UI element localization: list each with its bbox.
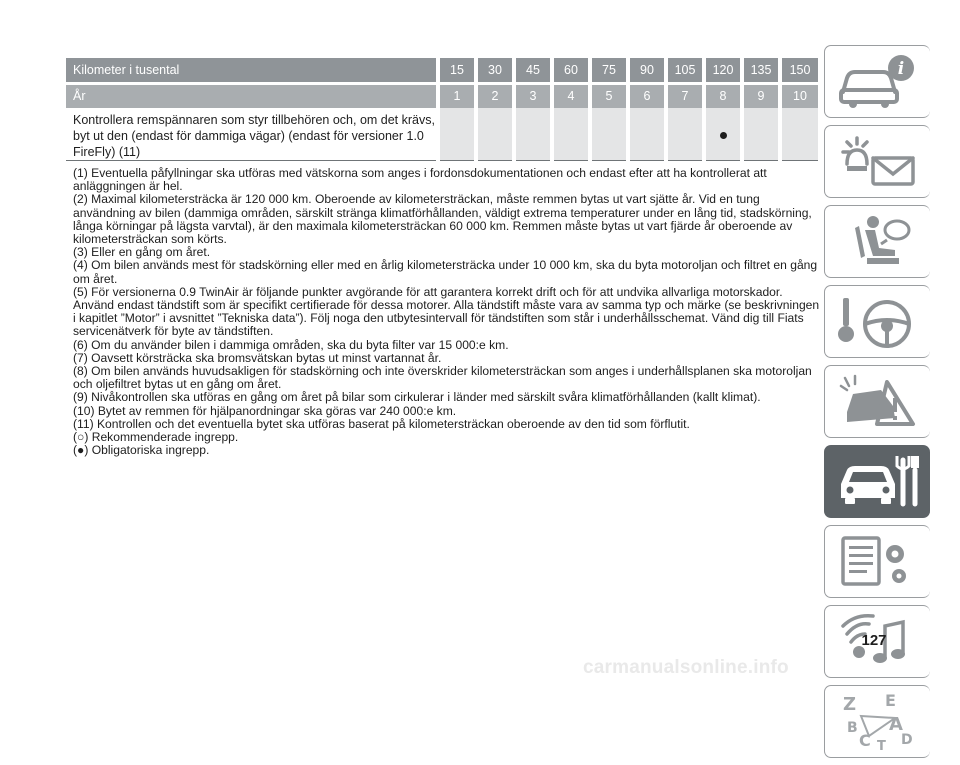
year-value: 7 <box>666 83 704 108</box>
footnote: (2) Maximal kilometersträcka är 120 000 km. Oberoende av kilometersträckan, måste remmen bytas ut vart sjätte år. Vid en tung användning av bilen (dammiga områden, särskilt stränga klimatförhållanden, väldigt extrema temperaturer under en lång tid, stadskörning, långa körningar på lägsta varvtal), är den maximala kilometersträckan 60 000 km. Remmen måste bytas ut vart fjärde år oberoende av kilometersträckan som körts. <box>73 192 812 247</box>
task-cell <box>590 108 628 161</box>
car-maintenance-icon <box>837 452 919 512</box>
task-cell <box>438 108 476 161</box>
year-value: 2 <box>476 83 514 108</box>
km-header-row <box>66 58 818 83</box>
footnote: (10) Bytet av remmen för hjälpanordningar ska göras var 240 000:e km. <box>73 403 457 418</box>
footnote: (7) Oavsett körsträcka ska bromsvätskan bytas ut minst vartannat år. <box>73 350 442 365</box>
tab-safety[interactable] <box>824 205 930 278</box>
year-value: 5 <box>590 83 628 108</box>
svg-text:T: T <box>877 739 886 754</box>
footnote: (5) För versionerna 0.9 TwinAir är följande punkter avgörande för att garantera korrekt drift och för att undvika allvarliga motorskador. Använd endast tändstift som är specifikt certifierade för dessa motorer. Alla tändstift måste vara av samma typ och märke (se beskrivningen i kapitlet ”Motor” i avsnittet ”Tekniska data”). Följ noga den utbytesintervall för tändstiften som står i underhållsschemat. Vänd dig till Fiats servicenätverk för byte av tändstiften. <box>73 284 820 339</box>
task-cell <box>552 108 590 161</box>
year-value: 6 <box>628 83 666 108</box>
chapter-tabs <box>824 45 930 765</box>
year-value: 1 <box>438 83 476 108</box>
km-value: 45 <box>514 58 552 83</box>
svg-text:B: B <box>847 720 858 736</box>
table-row <box>66 108 818 161</box>
seat-airbag-icon <box>837 212 919 272</box>
km-value: 150 <box>780 58 818 83</box>
maintenance-schedule-table <box>66 58 818 161</box>
tab-technical-data[interactable] <box>824 525 930 598</box>
tab-starting-driving[interactable] <box>824 285 930 358</box>
tab-emergency[interactable] <box>824 365 930 438</box>
footnote: (4) Om bilen används mest för stadskörning eller med en årlig kilometersträcka under 10 000 km, ska du byta motoroljan och filtret en gång om året. <box>73 258 818 286</box>
tab-maintenance[interactable] <box>824 445 930 518</box>
svg-text:D: D <box>901 732 913 748</box>
task-cell <box>704 108 742 161</box>
footnote: (9) Nivåkontrollen ska utföras en gång om året på bilar som cirkulerar i länder med särskilt svåra klimatförhållanden (kallt klimat). <box>73 390 761 405</box>
footnote: (3) Eller en gång om året. <box>73 245 211 260</box>
km-value: 30 <box>476 58 514 83</box>
footnote: (6) Om du använder bilen i dammiga områden, ska du byta filter var 15 000:e km. <box>73 337 509 352</box>
km-value: 90 <box>628 58 666 83</box>
svg-text:i: i <box>897 59 905 79</box>
km-value: 75 <box>590 58 628 83</box>
km-value: 15 <box>438 58 476 83</box>
task-cell <box>476 108 514 161</box>
km-value: 135 <box>742 58 780 83</box>
tab-warning-lights[interactable] <box>824 125 930 198</box>
km-header-label: Kilometer i tusental <box>66 58 438 83</box>
km-value: 60 <box>552 58 590 83</box>
task-line: byt ut den (endast för dammiga vägar) (endast för versioner 1.0 <box>73 129 424 143</box>
task-line: Kontrollera remspännaren som styr tillbehören och, om det krävs, <box>73 113 435 127</box>
year-header-row <box>66 83 818 108</box>
tab-car-info[interactable] <box>824 45 930 118</box>
svg-text:A: A <box>889 714 903 735</box>
km-value: 120 <box>704 58 742 83</box>
tab-index[interactable] <box>824 685 930 758</box>
task-cell <box>742 108 780 161</box>
task-line: FireFly) (11) <box>73 145 141 159</box>
year-value: 3 <box>514 83 552 108</box>
technical-data-icon <box>837 532 919 592</box>
footnote: (1) Eventuella påfyllningar ska utföras med vätskorna som anges i fordonsdokumentationen och endast efter att ha kontrollerat att anläggningen är hel. <box>73 166 767 194</box>
key-steering-wheel-icon <box>837 292 919 352</box>
svg-text:E: E <box>885 691 896 710</box>
task-cell <box>780 108 818 161</box>
footnotes <box>73 167 821 457</box>
task-cell <box>628 108 666 161</box>
warning-lights-message-icon <box>837 132 919 192</box>
km-value: 105 <box>666 58 704 83</box>
footnote: (●) Obligatoriska ingrepp. <box>73 443 210 458</box>
watermark: carmanualsonline.info <box>583 657 789 678</box>
task-cell <box>666 108 704 161</box>
task-description <box>66 108 438 161</box>
task-cell <box>514 108 552 161</box>
car-info-icon <box>837 52 919 112</box>
svg-text:Z: Z <box>843 694 857 715</box>
svg-text:C: C <box>859 731 871 750</box>
year-value: 10 <box>780 83 818 108</box>
year-value: 9 <box>742 83 780 108</box>
year-header-label: År <box>66 83 438 108</box>
page-number: 127 <box>861 632 887 649</box>
year-value: 8 <box>704 83 742 108</box>
car-emergency-icon <box>837 372 919 432</box>
index-icon <box>837 692 919 752</box>
obligatory-dot-icon <box>720 132 727 139</box>
year-value: 4 <box>552 83 590 108</box>
footnote: (11) Kontrollen och det eventuella bytet ska utföras baserat på kilometersträckan oberoende av den tid som förflutit. <box>73 416 690 431</box>
footnote: (8) Om bilen används huvudsakligen för stadskörning och inte överskrider kilometersträckan som anges i underhållsplanen ska motoroljan och oljefiltret bytas ut en gång om året. <box>73 364 812 392</box>
footnote: (○) Rekommenderade ingrepp. <box>73 430 239 445</box>
